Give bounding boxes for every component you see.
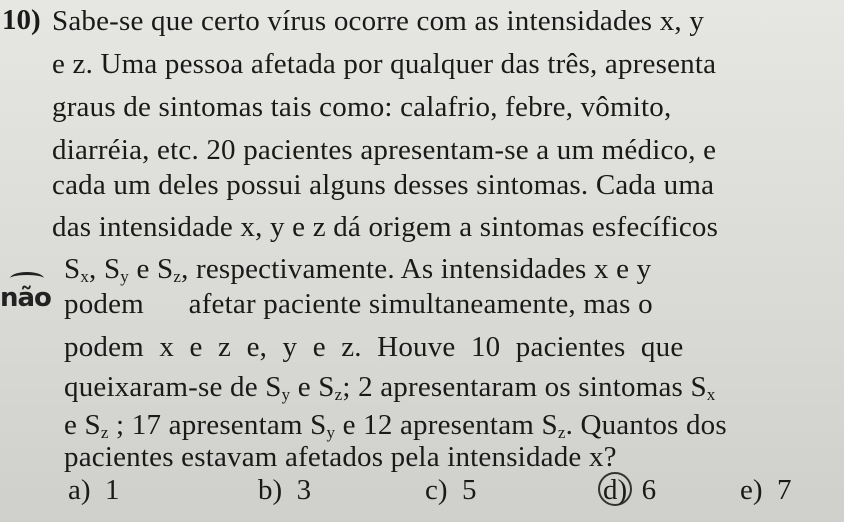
question-line-1: Sabe-se que certo vírus ocorre com as intensidades x, y <box>52 5 705 37</box>
option-c[interactable]: c) 5 <box>425 474 477 506</box>
handwritten-note: não <box>0 283 51 313</box>
question-line-7: $S_x$, $S_y$ e $S_z$, respectivamente. As intensidades x e y <box>64 253 652 286</box>
question-line-9: podem x e z e, y e z. Houve 10 pacientes que <box>64 331 684 363</box>
question-number: 10) <box>2 4 41 36</box>
question-line-8: podem afetar paciente simultaneamente, mas o <box>64 288 653 320</box>
question-line-11: e $S_z$ ; 17 apresentam $S_y$ e 12 apresentam $S_z$. Quantos dos <box>64 409 727 442</box>
question-line-3: graus de sintomas tais como: calafrio, febre, vômito, <box>52 91 672 123</box>
question-line-4: diarréia, etc. 20 pacientes apresentam-se a um médico, e <box>52 134 717 166</box>
question-line-2: e z. Uma pessoa afetada por qualquer das três, apresenta <box>52 48 717 80</box>
question-line-12: pacientes estavam afetados pela intensidade x? <box>64 441 617 473</box>
option-a[interactable]: a) 1 <box>68 474 120 506</box>
option-e[interactable]: e) 7 <box>740 474 792 506</box>
option-d[interactable]: d) 6 <box>603 474 657 506</box>
question-line-10: queixaram-se de $S_y$ e $S_z$; 2 apresentaram os sintomas $S_x$ <box>64 371 716 404</box>
option-b[interactable]: b) 3 <box>258 474 312 506</box>
question-line-6: das intensidade x, y e z dá origem a sintomas esfecíficos <box>52 211 719 243</box>
question-line-5: cada um deles possui alguns desses sintomas. Cada uma <box>52 169 715 201</box>
answer-options <box>68 474 808 510</box>
